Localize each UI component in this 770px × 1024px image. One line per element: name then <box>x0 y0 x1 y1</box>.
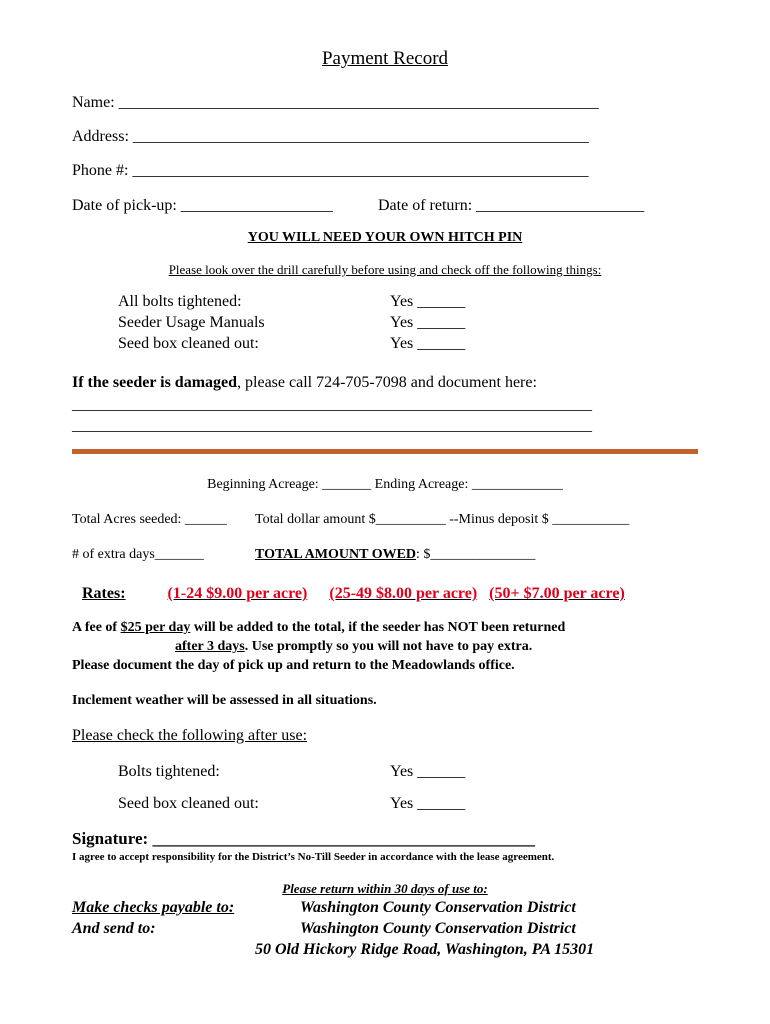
send-to-value: Washington County Conservation District <box>300 920 576 937</box>
rate-tier-1: (1-24 $9.00 per acre) <box>167 585 308 602</box>
rates-label: Rates: <box>82 585 126 602</box>
fee-notice-line-2 <box>175 639 532 655</box>
agreement-text: I agree to accept responsibility for the District’s No-Till Seeder in accordance with the lease agreement. <box>72 851 555 863</box>
total-acres-field[interactable]: Total Acres seeded: ______ <box>72 512 227 527</box>
damage-phone-text: , please call 724-705-7098 and document here: <box>237 374 537 391</box>
signature-field[interactable] <box>72 829 535 849</box>
damage-line-2[interactable]: _________________________________________________________________ <box>72 417 592 434</box>
fee-text-1: A fee of <box>72 620 121 635</box>
check-answer-bolts[interactable]: Yes ______ <box>390 293 466 310</box>
name-field[interactable]: Name: ____________________________________________________________ <box>72 94 599 111</box>
page-title: Payment Record <box>321 48 449 69</box>
fee-after-days: after 3 days <box>175 639 245 654</box>
return-note: Please return within 30 days of use to: <box>282 881 488 896</box>
total-owed-field[interactable] <box>255 547 535 563</box>
check-instruction: Please look over the drill carefully before using and check off the following things: <box>168 262 602 277</box>
fee-text-3: . Use promptly so you will not have to pay extra. <box>244 639 533 654</box>
check-label-manuals: Seeder Usage Manuals <box>118 314 265 331</box>
return-date-field[interactable]: Date of return: _____________________ <box>378 197 645 214</box>
extra-days-field[interactable]: # of extra days_______ <box>72 547 204 562</box>
weather-notice: Inclement weather will be assessed in all situations. <box>72 693 377 708</box>
mailing-address: 50 Old Hickory Ridge Road, Washington, PA 15301 <box>255 941 595 958</box>
post-check-label-seedbox: Seed box cleaned out: <box>118 795 259 812</box>
damage-instruction <box>72 374 537 392</box>
damage-bold: If the seeder is damaged <box>72 374 238 391</box>
pickup-date-field[interactable]: Date of pick-up: ___________________ <box>72 197 333 214</box>
check-answer-manuals[interactable]: Yes ______ <box>390 314 466 331</box>
check-label-seedbox: Seed box cleaned out: <box>118 335 259 352</box>
damage-line-1[interactable]: _________________________________________________________________ <box>72 396 592 413</box>
post-check-label-bolts: Bolts tightened: <box>118 763 220 780</box>
check-answer-seedbox[interactable]: Yes ______ <box>390 335 466 352</box>
post-use-heading: Please check the following after use: <box>72 727 308 744</box>
signature-line[interactable]: _____________________________________________ <box>152 829 535 848</box>
rate-tier-3: (50+ $7.00 per acre) <box>489 585 625 602</box>
acreage-line[interactable]: Beginning Acreage: _______ Ending Acreage: _____________ <box>207 477 563 492</box>
send-to-label: And send to: <box>72 920 156 937</box>
fee-amount: $25 per day <box>120 620 191 635</box>
rates-line <box>82 585 625 603</box>
document-notice: Please document the day of pick up and return to the Meadowlands office. <box>72 658 515 673</box>
check-label-bolts: All bolts tightened: <box>118 293 242 310</box>
total-dollar-field[interactable]: Total dollar amount $__________ --Minus deposit $ ___________ <box>255 512 630 527</box>
section-divider <box>72 449 698 454</box>
checks-payable-value: Washington County Conservation District <box>300 899 576 916</box>
rate-tier-2: (25-49 $8.00 per acre) <box>329 585 478 602</box>
signature-label: Signature: <box>72 829 153 848</box>
post-check-answer-bolts[interactable]: Yes ______ <box>390 763 466 780</box>
phone-field[interactable]: Phone #: _________________________________________________________ <box>72 162 589 179</box>
fee-text-2: will be added to the total, if the seeder has NOT been returned <box>190 620 566 635</box>
total-owed-blank: : $_______________ <box>416 547 536 562</box>
hitch-pin-notice: YOU WILL NEED YOUR OWN HITCH PIN <box>247 230 523 245</box>
fee-notice <box>72 620 565 636</box>
total-owed-label: TOTAL AMOUNT OWED <box>255 547 417 562</box>
address-field[interactable]: Address: _________________________________________________________ <box>72 128 589 145</box>
checks-payable-label: Make checks payable to: <box>72 899 235 916</box>
post-check-answer-seedbox[interactable]: Yes ______ <box>390 795 466 812</box>
